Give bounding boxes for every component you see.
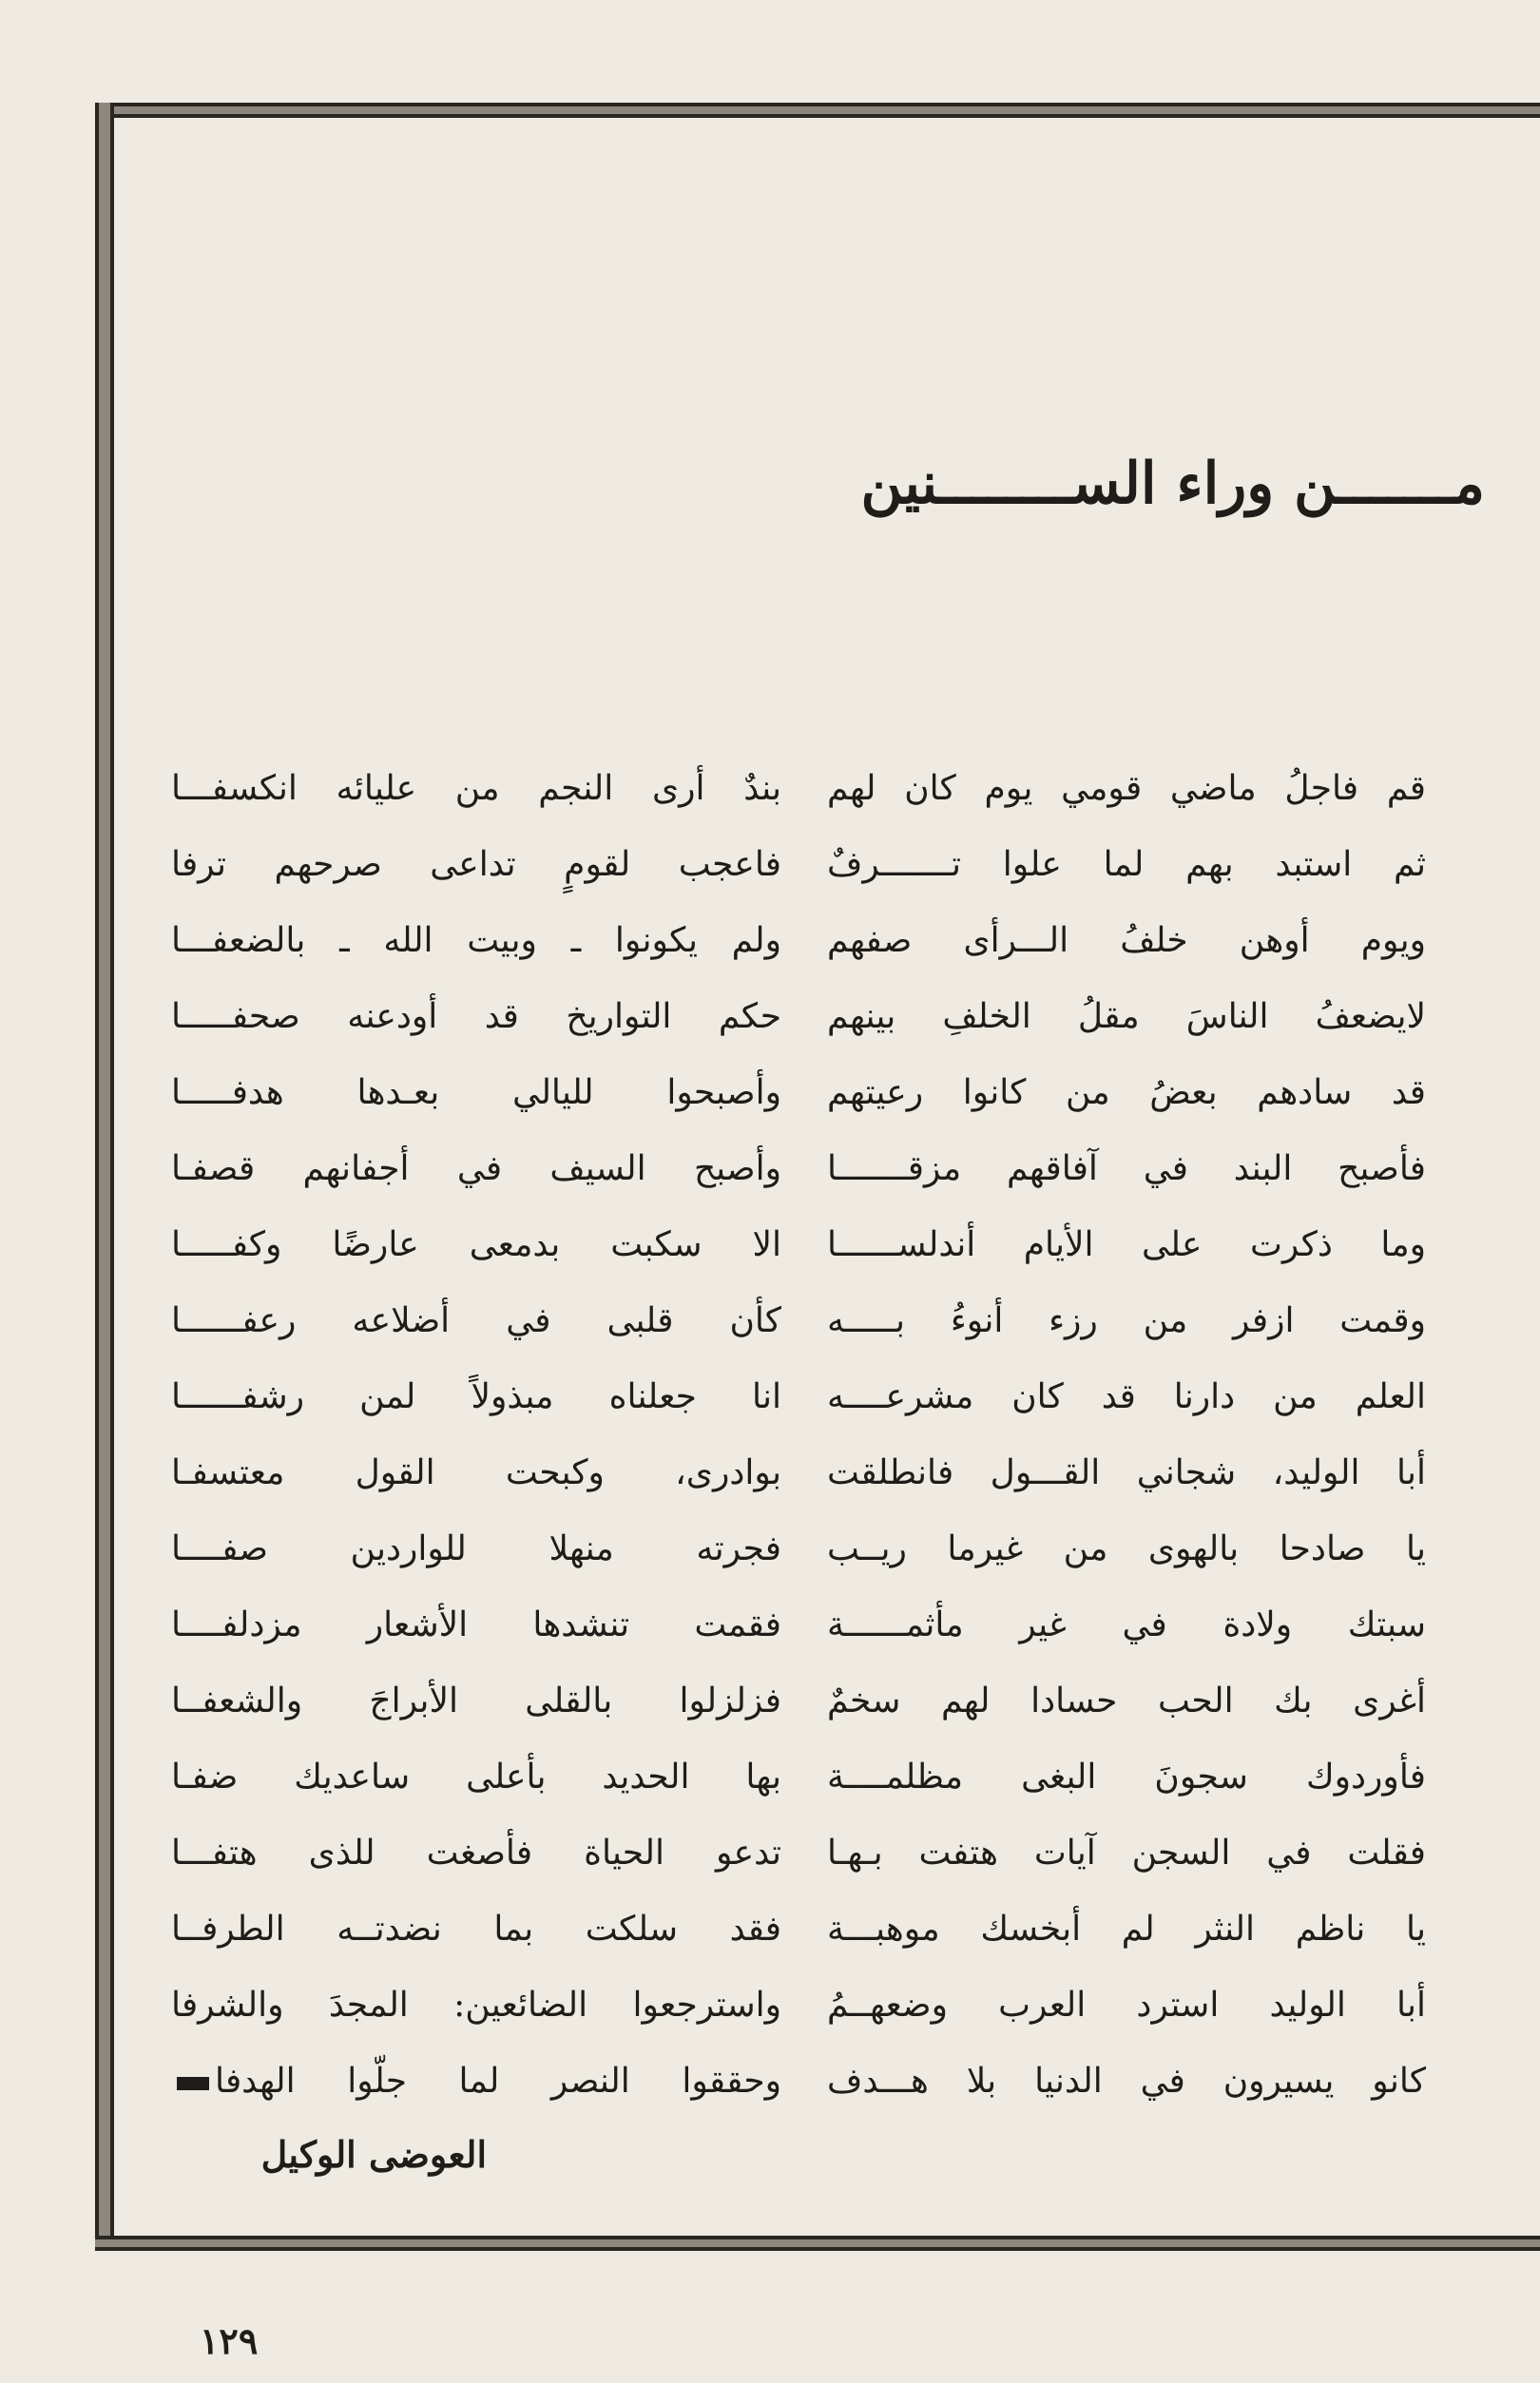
verse-line-final: [171, 2044, 781, 2120]
verse-line: واسترجعوا الضائعين: المجدَ والشرفا: [171, 1986, 781, 2025]
verse-line: فأوردوك سجونَ البغى مظلمــــة: [827, 1758, 1426, 1797]
verse-line: الا سكبت بدمعى عارضًا وكفـــــا: [171, 1225, 781, 1264]
verse-line: فقلت في السجن آيات هتفت بـهـا: [827, 1834, 1426, 1873]
verse-line: وأصبحوا لليالي بعـدها هدفـــــا: [171, 1073, 781, 1112]
verse-line-final-text: وحققوا النصر لما جلّوا الهدفا: [215, 2062, 781, 2101]
verse-line: تدعو الحياة فأصغت للذى هتفـــا: [171, 1834, 781, 1873]
verse-line: كأن قلبى في أضلاعه رعفــــــا: [171, 1301, 781, 1340]
verse-line: كانو يسيرون في الدنيا بلا هـــدف: [827, 2062, 1426, 2101]
poem-column-left: [171, 751, 781, 2120]
verse-line: أبا الوليد، شجاني القـــول فانطلقت: [827, 1453, 1426, 1492]
end-of-article-mark: [171, 2077, 209, 2090]
frame-top-rule: [95, 103, 1540, 118]
verse-line: ثم استبد بهم لما علوا تـــــــرفٌ: [827, 845, 1426, 884]
page-number: ١٢٩: [200, 2319, 259, 2362]
verse-line: بوادرى، وكبحت القول معتسفـا: [171, 1453, 781, 1492]
verse-line: قد سادهم بعضُ من كانوا رعيتهم: [827, 1073, 1426, 1112]
verse-line: ولم يكونوا ـ وبيت الله ـ بالضعفـــا: [171, 921, 781, 960]
verse-line: وقمت ازفر من رزء أنوءُ بـــــه: [827, 1301, 1426, 1340]
verse-line: العلم من دارنا قد كان مشرعــــه: [827, 1377, 1426, 1416]
verse-line: قم فاجلُ ماضي قومي يوم كان لهم: [827, 769, 1426, 808]
verse-line: فزلزلوا بالقلى الأبراجَ والشعفــا: [171, 1682, 781, 1720]
verse-line: فاعجب لقومٍ تداعى صرحهم ترفا: [171, 845, 781, 884]
poem-title: مـــــــن وراء الســــــــنين: [860, 451, 1485, 517]
verse-line: فقد سلكت بما نضدتــه الطرفــا: [171, 1910, 781, 1949]
frame-left-rule: [95, 103, 114, 2251]
verse-line: يا ناظم النثر لم أبخسك موهبـــة: [827, 1910, 1426, 1949]
verse-line: بها الحديد بأعلى ساعديك ضفـا: [171, 1758, 781, 1797]
verse-line: أبا الوليد استرد العرب وضعهــمُ: [827, 1986, 1426, 2025]
author-name: العوضى الوكيل: [260, 2133, 487, 2176]
verse-line: فأصبح البند في آفاقهم مزقـــــــا: [827, 1149, 1426, 1188]
verse-line: فقمت تنشدها الأشعار مزدلفــــا: [171, 1605, 781, 1644]
verse-line: بندٌ أرى النجم من عليائه انكسفـــا: [171, 769, 781, 808]
verse-line: ويوم أوهن خلفُ الـــرأى صفهم: [827, 921, 1426, 960]
verse-line: وأصبح السيف في أجفانهم قصفـا: [171, 1149, 781, 1188]
poem-column-right: [827, 751, 1426, 2120]
verse-line: أغرى بك الحب حسادا لهم سخمٌ: [827, 1682, 1426, 1720]
frame-bottom-rule: [95, 2236, 1540, 2251]
verse-line: يا صادحا بالهوى من غيرما ريــب: [827, 1529, 1426, 1568]
verse-line: لايضعفُ الناسَ مقلُ الخلفِ بينهم: [827, 997, 1426, 1036]
verse-line: انا جعلناه مبذولاً لمن رشفــــــا: [171, 1377, 781, 1416]
verse-line: وما ذكرت على الأيام أندلســــــا: [827, 1225, 1426, 1264]
verse-line: حكم التواريخ قد أودعنه صحفـــــا: [171, 997, 781, 1036]
verse-line: سبتك ولادة في غير مأثمــــــة: [827, 1605, 1426, 1644]
verse-line: فجرته منهلا للواردين صفــــا: [171, 1529, 781, 1568]
